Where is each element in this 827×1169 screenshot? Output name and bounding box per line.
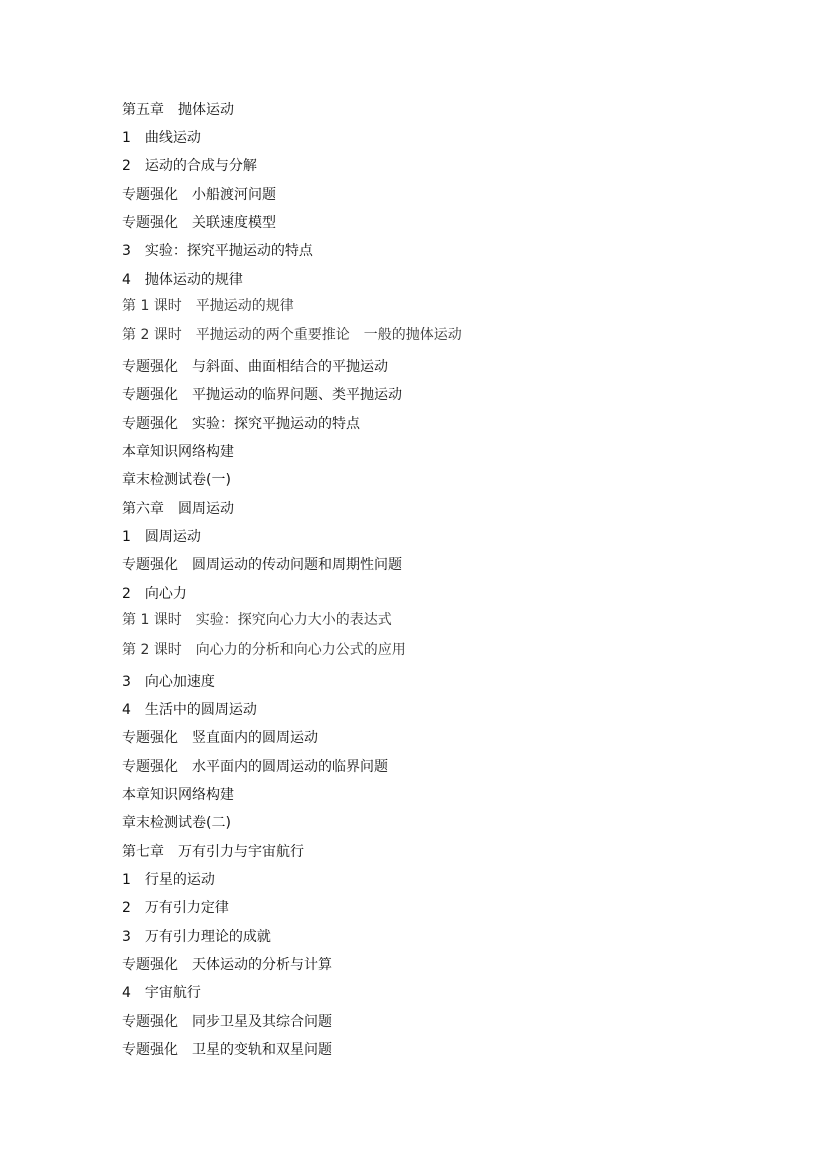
toc-entry: 专题强化 平抛运动的临界问题、类平抛运动 — [122, 387, 402, 403]
toc-entry: 专题强化 天体运动的分析与计算 — [122, 957, 332, 973]
toc-entry: 2 运动的合成与分解 — [122, 158, 257, 174]
toc-lesson-entry: 第 2 课时 平抛运动的两个重要推论 一般的抛体运动 — [122, 327, 462, 343]
toc-entry: 4 抛体运动的规律 — [122, 272, 243, 288]
toc-entry: 本章知识网络构建 — [122, 444, 234, 460]
toc-entry: 3 实验：探究平抛运动的特点 — [122, 243, 313, 259]
toc-chapter-6: 第六章 圆周运动 — [122, 501, 234, 517]
toc-chapter-7: 第七章 万有引力与宇宙航行 — [122, 844, 304, 860]
toc-entry: 3 万有引力理论的成就 — [122, 929, 271, 945]
toc-entry: 章末检测试卷(二) — [122, 815, 231, 831]
toc-entry: 专题强化 卫星的变轨和双星问题 — [122, 1042, 332, 1058]
toc-entry: 4 生活中的圆周运动 — [122, 702, 257, 718]
toc-entry: 1 曲线运动 — [122, 130, 201, 146]
toc-entry: 2 向心力 — [122, 586, 187, 602]
toc-entry: 1 圆周运动 — [122, 529, 201, 545]
toc-lesson-entry: 第 2 课时 向心力的分析和向心力公式的应用 — [122, 642, 406, 658]
toc-lesson-entry: 第 1 课时 平抛运动的规律 — [122, 298, 294, 314]
toc-chapter-5: 第五章 抛体运动 — [122, 102, 234, 118]
toc-entry: 3 向心加速度 — [122, 674, 215, 690]
toc-entry: 专题强化 同步卫星及其综合问题 — [122, 1014, 332, 1030]
toc-entry: 本章知识网络构建 — [122, 787, 234, 803]
toc-entry: 专题强化 实验：探究平抛运动的特点 — [122, 416, 360, 432]
toc-entry: 2 万有引力定律 — [122, 900, 229, 916]
toc-entry: 1 行星的运动 — [122, 872, 215, 888]
toc-lesson-entry: 第 1 课时 实验：探究向心力大小的表达式 — [122, 612, 392, 628]
toc-entry: 专题强化 圆周运动的传动问题和周期性问题 — [122, 557, 402, 573]
toc-entry: 专题强化 关联速度模型 — [122, 215, 276, 231]
toc-entry: 章末检测试卷(一) — [122, 472, 231, 488]
toc-entry: 专题强化 水平面内的圆周运动的临界问题 — [122, 759, 388, 775]
toc-entry: 专题强化 与斜面、曲面相结合的平抛运动 — [122, 359, 388, 375]
toc-entry: 专题强化 小船渡河问题 — [122, 187, 276, 203]
toc-entry: 专题强化 竖直面内的圆周运动 — [122, 730, 318, 746]
toc-entry: 4 宇宙航行 — [122, 985, 201, 1001]
